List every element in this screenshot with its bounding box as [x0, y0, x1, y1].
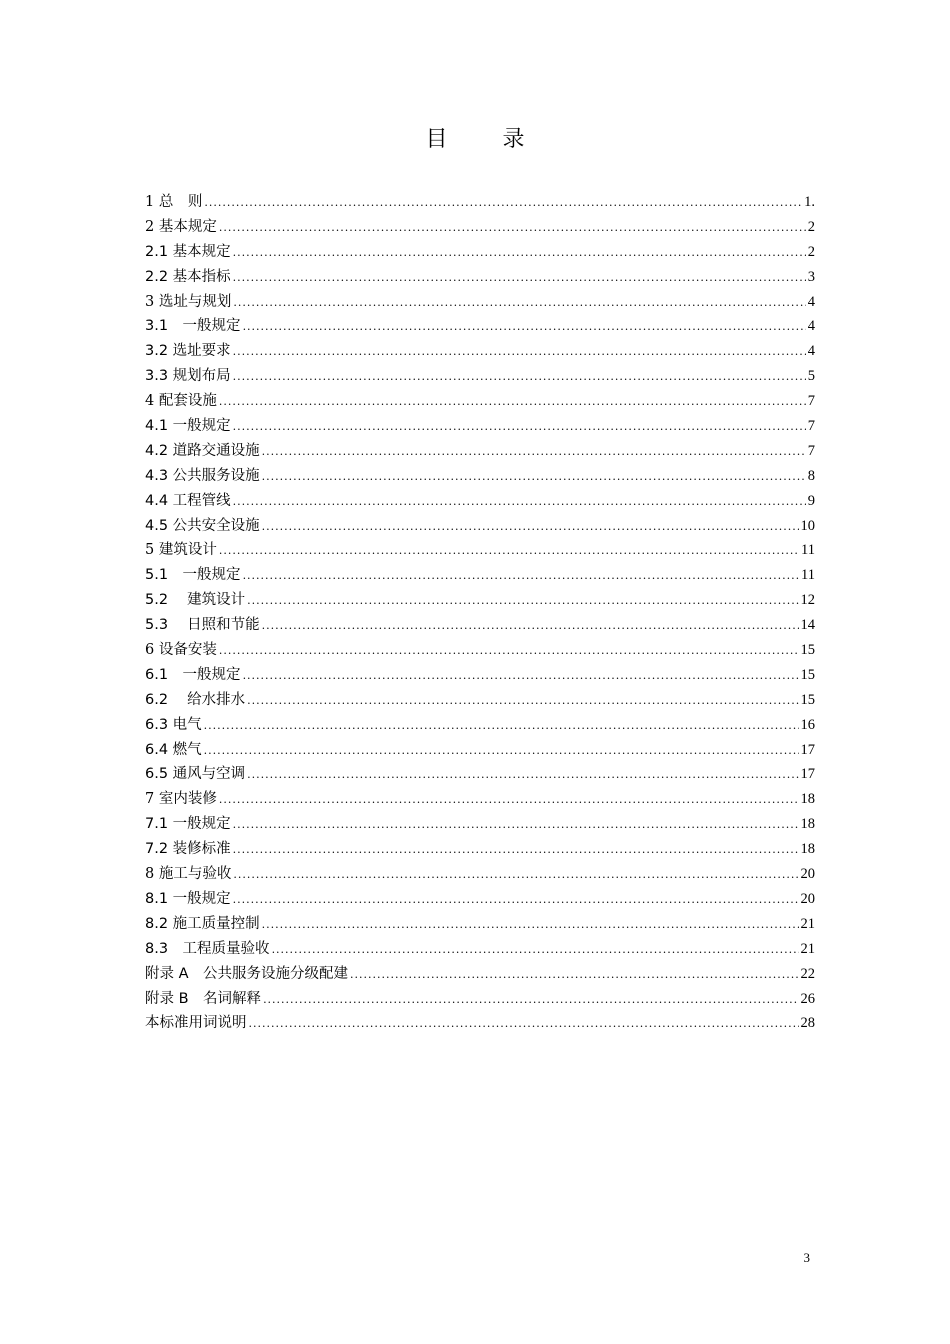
toc-entry-page: 14 — [800, 617, 815, 634]
toc-entry-page: 28 — [800, 1015, 815, 1032]
toc-entry[interactable] — [145, 887, 815, 912]
toc-entry-label: 6.2 给水排水 — [145, 691, 246, 708]
toc-entry-page: 2 — [807, 218, 815, 235]
toc-entry[interactable] — [145, 962, 815, 987]
toc-entry-label: 4 配套设施 — [145, 393, 217, 410]
toc-entry-label: 4.1 一般规定 — [145, 418, 231, 435]
toc-entry-label: 4.4 工程管线 — [145, 492, 231, 509]
toc-entry-label: 附录 A 公共服务设施分级配建 — [145, 965, 349, 982]
toc-entry[interactable] — [145, 464, 815, 489]
toc-entry-label: 7.2 装修标准 — [145, 841, 231, 858]
toc-entry-label: 6.4 燃气 — [145, 741, 202, 758]
toc-entry-page: 18 — [800, 841, 815, 858]
toc-dot-leader — [233, 415, 806, 440]
toc-dot-leader — [233, 813, 799, 838]
toc-dot-leader — [262, 614, 799, 639]
toc-entry-page: 9 — [807, 492, 815, 509]
toc-entry[interactable] — [145, 663, 815, 688]
toc-dot-leader — [262, 515, 799, 540]
toc-entry-label: 6.1 一般规定 — [145, 666, 241, 683]
toc-dot-leader — [262, 465, 806, 490]
toc-dot-leader — [243, 564, 799, 589]
toc-dot-leader — [219, 639, 799, 664]
toc-dot-leader — [243, 315, 806, 340]
toc-entry-page: 17 — [800, 741, 815, 758]
toc-entry-page: 15 — [800, 666, 815, 683]
toc-entry-label: 3.1 一般规定 — [145, 318, 241, 335]
toc-entry-label: 6 设备安装 — [145, 642, 217, 659]
toc-entry-page: 11 — [801, 542, 815, 559]
toc-entry[interactable] — [145, 738, 815, 763]
toc-entry[interactable] — [145, 314, 815, 339]
toc-entry-page: 21 — [800, 940, 815, 957]
toc-entry-page: 10 — [800, 517, 815, 534]
toc-dot-leader — [219, 539, 799, 564]
toc-entry-label: 8.3 工程质量验收 — [145, 940, 270, 957]
toc-entry-label: 3 选址与规划 — [145, 293, 232, 310]
toc-entry[interactable] — [145, 514, 815, 539]
toc-entry[interactable] — [145, 937, 815, 962]
toc-entry-label: 附录 B 名词解释 — [145, 990, 262, 1007]
toc-entry-page: 2 — [807, 243, 815, 260]
toc-entry[interactable] — [145, 489, 815, 514]
toc-entry[interactable] — [145, 265, 815, 290]
toc-entry-page: 4 — [807, 318, 815, 335]
toc-entry-label: 2 基本规定 — [145, 218, 217, 235]
toc-entry-label: 5 建筑设计 — [145, 542, 217, 559]
toc-entry[interactable] — [145, 787, 815, 812]
toc-entry-page: 18 — [800, 791, 815, 808]
toc-dot-leader — [233, 340, 806, 365]
toc-entry-label: 5.1 一般规定 — [145, 567, 241, 584]
toc-entry-label: 2.2 基本指标 — [145, 268, 231, 285]
toc-entry-label: 6.5 通风与空调 — [145, 766, 246, 783]
toc-entry-page: 4 — [807, 343, 815, 360]
toc-entry-page: 1. — [804, 194, 815, 210]
toc-entry-page: 18 — [800, 816, 815, 833]
toc-entry[interactable] — [145, 1011, 815, 1036]
toc-dot-leader — [233, 291, 805, 316]
toc-dot-leader — [247, 689, 798, 714]
toc-entry-page: 7 — [807, 393, 815, 410]
toc-entry-label: 3.2 选址要求 — [145, 343, 231, 360]
toc-entry[interactable] — [145, 538, 815, 563]
toc-entry[interactable] — [145, 290, 815, 315]
toc-entry-page: 20 — [800, 890, 815, 907]
toc-entry[interactable] — [145, 613, 815, 638]
toc-entry-label: 7.1 一般规定 — [145, 816, 231, 833]
toc-entry-label: 2.1 基本规定 — [145, 243, 231, 260]
toc-entry[interactable] — [145, 638, 815, 663]
toc-entry-label: 5.2 建筑设计 — [145, 592, 246, 609]
toc-entry[interactable] — [145, 713, 815, 738]
toc-entry-page: 21 — [800, 915, 815, 932]
toc-entry[interactable] — [145, 837, 815, 862]
toc-entry[interactable] — [145, 215, 815, 240]
toc-entry-label: 1 总 则 — [145, 194, 203, 210]
toc-entry-label: 3.3 规划布局 — [145, 368, 231, 385]
toc-dot-leader — [233, 863, 798, 888]
toc-dot-leader — [219, 216, 806, 241]
toc-entry-label: 4.3 公共服务设施 — [145, 467, 260, 484]
toc-entry-page: 8 — [807, 467, 815, 484]
page-number: 3 — [803, 1250, 810, 1265]
toc-entry-page: 16 — [800, 716, 815, 733]
toc-entry[interactable] — [145, 588, 815, 613]
toc-entry-page: 22 — [800, 965, 815, 982]
toc-entry-label: 8.2 施工质量控制 — [145, 915, 260, 932]
toc-entry-label: 8 施工与验收 — [145, 866, 232, 883]
toc-dot-leader — [233, 490, 806, 515]
toc-dot-leader — [262, 440, 806, 465]
toc-entry[interactable] — [145, 364, 815, 389]
toc-entry-page: 7 — [807, 418, 815, 435]
toc-entry[interactable] — [145, 812, 815, 837]
toc-entry[interactable] — [145, 912, 815, 937]
toc-entry[interactable] — [145, 862, 815, 887]
toc-entry[interactable] — [145, 339, 815, 364]
toc-dot-leader — [262, 913, 799, 938]
toc-dot-leader — [219, 788, 799, 813]
toc-dot-leader — [249, 1012, 799, 1037]
table-of-contents — [145, 190, 815, 1036]
toc-entry-page: 15 — [800, 642, 815, 659]
toc-entry-label: 8.1 一般规定 — [145, 890, 231, 907]
toc-entry[interactable] — [145, 389, 815, 414]
toc-entry-label: 本标准用词说明 — [145, 1015, 247, 1032]
toc-entry[interactable] — [145, 439, 815, 464]
toc-entry-page: 3 — [807, 268, 815, 285]
toc-dot-leader — [219, 390, 806, 415]
toc-dot-leader — [247, 763, 798, 788]
toc-entry-page: 17 — [800, 766, 815, 783]
toc-entry-page: 11 — [801, 567, 815, 584]
toc-entry-page: 20 — [800, 866, 815, 883]
toc-entry-label: 5.3 日照和节能 — [145, 617, 260, 634]
toc-entry[interactable] — [145, 688, 815, 713]
toc-entry[interactable] — [145, 987, 815, 1012]
toc-entry-page: 4 — [807, 293, 815, 310]
toc-entry-page: 5 — [807, 368, 815, 385]
toc-entry-page: 26 — [800, 990, 815, 1007]
toc-entry-label: 4.2 道路交通设施 — [145, 442, 260, 459]
toc-entry-label: 4.5 公共安全设施 — [145, 517, 260, 534]
toc-dot-leader — [243, 664, 799, 689]
toc-dot-leader — [233, 838, 799, 863]
toc-dot-leader — [233, 365, 806, 390]
toc-dot-leader — [204, 191, 802, 216]
toc-entry-page: 12 — [800, 592, 815, 609]
toc-dot-leader — [233, 241, 806, 266]
toc-entry[interactable] — [145, 563, 815, 588]
toc-dot-leader — [263, 988, 798, 1013]
page-title: 目 录 — [425, 127, 549, 152]
toc-entry[interactable] — [145, 190, 815, 215]
toc-entry[interactable] — [145, 414, 815, 439]
toc-entry-label: 7 室内装修 — [145, 791, 217, 808]
toc-dot-leader — [233, 888, 799, 913]
toc-dot-leader — [272, 938, 799, 963]
toc-dot-leader — [204, 714, 799, 739]
toc-entry-page: 15 — [800, 691, 815, 708]
toc-entry[interactable] — [145, 240, 815, 265]
toc-dot-leader — [204, 739, 799, 764]
toc-entry[interactable] — [145, 762, 815, 787]
toc-dot-leader — [233, 266, 806, 291]
toc-dot-leader — [350, 963, 798, 988]
toc-entry-label: 6.3 电气 — [145, 716, 202, 733]
toc-entry-page: 7 — [807, 442, 815, 459]
toc-dot-leader — [247, 589, 798, 614]
